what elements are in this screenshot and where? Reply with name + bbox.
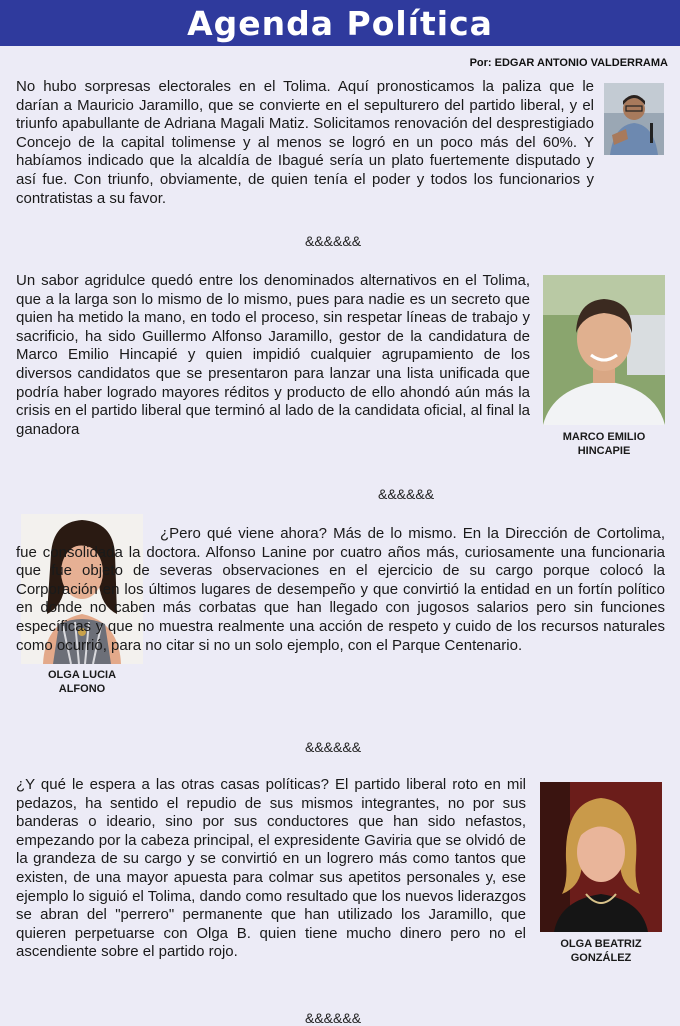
caption-marco <box>543 430 665 458</box>
paragraph-2: Un sabor agridulce quedó entre los denominados alternativos en el Tolima, que a la larga son lo mismo de lo mismo, pues para nadie es un secreto que quien ha metido la mano, en todo el proceso, sin respetar líneas de trabajo y sacrificio, ha sido Guillermo Alfonso Jaramillo, gestor de la candidatura de Marco Emilio Hincapié y quien impidió cualquier agrupamiento de los diversos candidatos que se presentaron para lanzar una lista unificada que podría haber logrado mayores réditos y producto de ello ahondó aún más la crisis en el partido liberal que terminó al lado de la candidata oficial, al final la ganadora <box>16 272 530 438</box>
separator: &&&&&& <box>305 233 362 249</box>
caption-olga-beatriz-line2: GONZÁLEZ <box>570 952 632 964</box>
paragraph-1: No hubo sorpresas electorales en el Tolima. Aquí pronosticamos la paliza que le darían a Mauricio Jaramillo, que se convierte en el sepulturero del partido liberal, y el triunfo apabullante de Adriana Magali Matiz. Solicitamos renovación del desprestigiado Concejo de la capital tolimense y al menos se logró en un poco más del 60%. Y habíamos indicado que la alcaldía de Ibagué sería un plato fuertemente disputado y así fue. Con triunfo, obviamente, de quien tenía el poder y todos los funcionarios y contratistas a su favor. <box>16 78 594 207</box>
caption-olga-beatriz-line1: OLGA BEATRIZ <box>560 938 642 950</box>
separator: &&&&&& <box>378 486 435 502</box>
page-title: Agenda Política <box>187 3 493 43</box>
title-banner <box>0 0 680 46</box>
caption-olga-lucia <box>21 668 143 696</box>
caption-marco-line2: HINCAPIE <box>577 445 631 457</box>
caption-olga-lucia-line2: ALFONO <box>58 683 106 695</box>
olga-beatriz-photo <box>540 782 662 932</box>
caption-marco-line1: MARCO EMILIO <box>562 431 646 443</box>
byline: Por: EDGAR ANTONIO VALDERRAMA <box>469 57 668 69</box>
author-photo <box>604 83 664 155</box>
paragraph-4: ¿Y qué le espera a las otras casas políticas? El partido liberal roto en mil pedazos, ha sentido el repudio de sus mismos integrantes, no por sus banderas o ideario, sino por sus conductores que han sido nefastos, empezando por la cabeza principal, el expresidente Gaviria que se olvidó de la grandeza de su cargo y se convirtió en un logrero más como tantos que existen, de una mayor apuesta para colmar sus apetitos personales y, ese ejemplo lo siguió el Tolima, dando como resultado que los nuevos liderazgos se abran del "perrero" permanente que han utilizado los Jaramillo, que quieren perpetuarse con Olga B. quien tiene mucho dinero pero no el ascendiente sobre el partido rojo. <box>16 776 526 961</box>
marco-emilio-photo <box>543 275 665 425</box>
caption-olga-lucia-line1: OLGA LUCIA <box>47 669 117 681</box>
separator: &&&&&& <box>305 739 362 755</box>
paragraph-3: ¿Pero qué viene ahora? Más de lo mismo. En la Dirección de Cortolima, fue consolidada la doctora. Alfonso Lanine por cuatro años más, curiosamente una funcionaria que fue objeto de severas observaciones en el ejercicio de su cargo porque colocó la Corporación en los últimos lugares de desempeño y que convirtió la entidad en un fortín político en donde no caben más corbatas que han llegado con jugosos salarios pero sin funciones específicas y que no muestra realmente una acción de respeto y cuido de los recursos naturales como ocurrió, para no citar si no un solo ejemplo, con el Parque Centenario. <box>16 525 665 654</box>
separator: &&&&&& <box>305 1010 362 1026</box>
caption-olga-beatriz <box>540 937 662 965</box>
